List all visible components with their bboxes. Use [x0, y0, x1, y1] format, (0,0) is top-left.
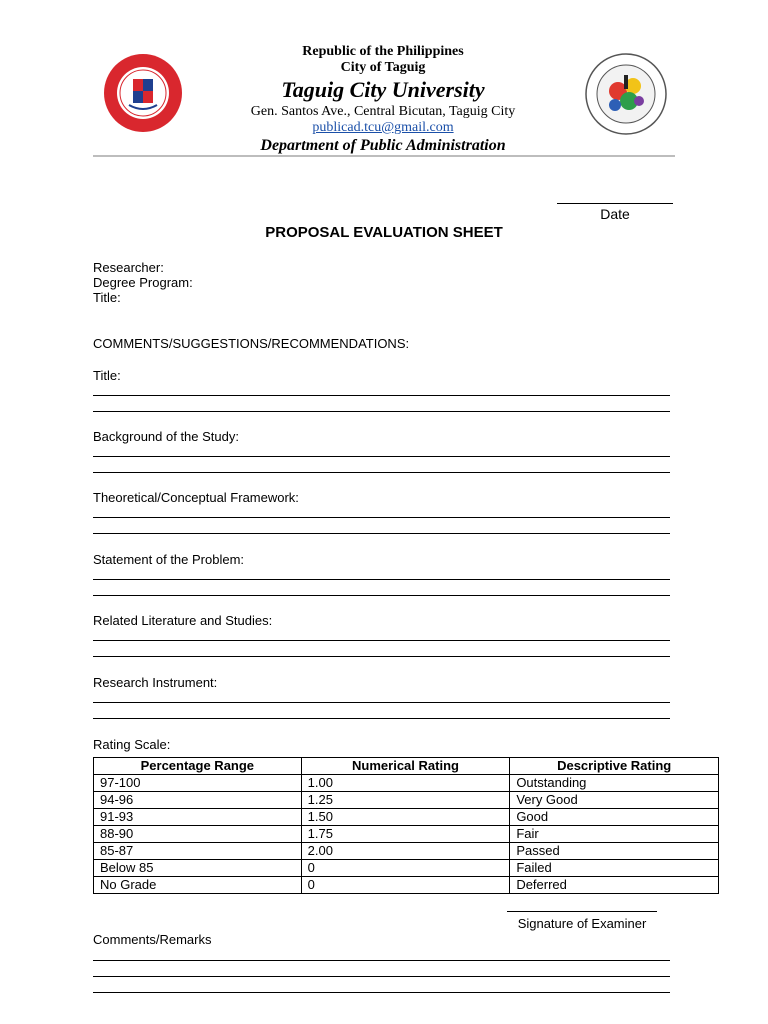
- write-line: [93, 395, 670, 396]
- table-row: [94, 809, 719, 826]
- cell-range: 94-96: [94, 792, 302, 809]
- cell-descriptive: Failed: [510, 860, 719, 877]
- degree-program-label: Degree Program:: [93, 275, 193, 290]
- cell-numerical: 1.75: [301, 826, 510, 843]
- rating-scale-label: Rating Scale:: [93, 737, 171, 752]
- write-line: [93, 960, 670, 961]
- cell-descriptive: Fair: [510, 826, 719, 843]
- address-line: Gen. Santos Ave., Central Bicutan, Taguig City: [250, 104, 516, 119]
- section-literature-label: Related Literature and Studies:: [93, 613, 273, 628]
- header-divider: [93, 155, 675, 157]
- rating-table: [93, 757, 719, 894]
- write-line: [93, 411, 670, 412]
- write-line: [93, 656, 670, 657]
- section-framework-label: Theoretical/Conceptual Framework:: [93, 490, 299, 505]
- section-title-label: Title:: [93, 368, 121, 383]
- cell-numerical: 1.50: [301, 809, 510, 826]
- cell-range: 91-93: [94, 809, 302, 826]
- write-line: [93, 640, 670, 641]
- table-header-row: [94, 758, 719, 775]
- cell-numerical: 1.00: [301, 775, 510, 792]
- cell-range: 85-87: [94, 843, 302, 860]
- write-line: [93, 456, 670, 457]
- table-row: [94, 792, 719, 809]
- cell-numerical: 2.00: [301, 843, 510, 860]
- city-line: City of Taguig: [340, 60, 426, 75]
- college-seal: [585, 53, 667, 135]
- write-line: [93, 533, 670, 534]
- table-row: [94, 826, 719, 843]
- cell-descriptive: Outstanding: [510, 775, 719, 792]
- cell-descriptive: Passed: [510, 843, 719, 860]
- cell-numerical: 1.25: [301, 792, 510, 809]
- write-line: [93, 517, 670, 518]
- table-row: [94, 775, 719, 792]
- tcu-logo: [103, 53, 183, 133]
- section-problem-label: Statement of the Problem:: [93, 552, 245, 567]
- cell-range: 88-90: [94, 826, 302, 843]
- date-label: Date: [600, 206, 630, 222]
- section-background-label: Background of the Study:: [93, 429, 239, 444]
- signature-line: [507, 911, 657, 912]
- signature-label: Signature of Examiner: [517, 916, 647, 931]
- republic-line: Republic of the Philippines: [302, 44, 464, 59]
- department-name: Department of Public Administration: [260, 137, 506, 154]
- write-line: [93, 595, 670, 596]
- title-field-label: Title:: [93, 290, 121, 305]
- table-row: [94, 843, 719, 860]
- cell-descriptive: Deferred: [510, 877, 719, 894]
- table-row: [94, 860, 719, 877]
- cell-numerical: 0: [301, 860, 510, 877]
- cell-range: Below 85: [94, 860, 302, 877]
- write-line: [93, 992, 670, 993]
- comments-heading: COMMENTS/SUGGESTIONS/RECOMMENDATIONS:: [93, 336, 410, 351]
- cell-range: No Grade: [94, 877, 302, 894]
- header-descriptive-rating: Descriptive Rating: [510, 758, 719, 775]
- sheet-title: PROPOSAL EVALUATION SHEET: [265, 224, 503, 241]
- cell-descriptive: Good: [510, 809, 719, 826]
- write-line: [93, 976, 670, 977]
- cell-numerical: 0: [301, 877, 510, 894]
- write-line: [93, 472, 670, 473]
- remarks-label: Comments/Remarks: [93, 932, 212, 947]
- university-name: Taguig City University: [281, 77, 485, 102]
- header-percentage-range: Percentage Range: [94, 758, 302, 775]
- email-link[interactable]: publicad.tcu@gmail.com: [312, 120, 454, 135]
- write-line: [93, 718, 670, 719]
- cell-descriptive: Very Good: [510, 792, 719, 809]
- date-line: [557, 203, 673, 204]
- header-numerical-rating: Numerical Rating: [301, 758, 510, 775]
- section-instrument-label: Research Instrument:: [93, 675, 218, 690]
- cell-range: 97-100: [94, 775, 302, 792]
- table-row: [94, 877, 719, 894]
- write-line: [93, 702, 670, 703]
- write-line: [93, 579, 670, 580]
- researcher-label: Researcher:: [93, 260, 164, 275]
